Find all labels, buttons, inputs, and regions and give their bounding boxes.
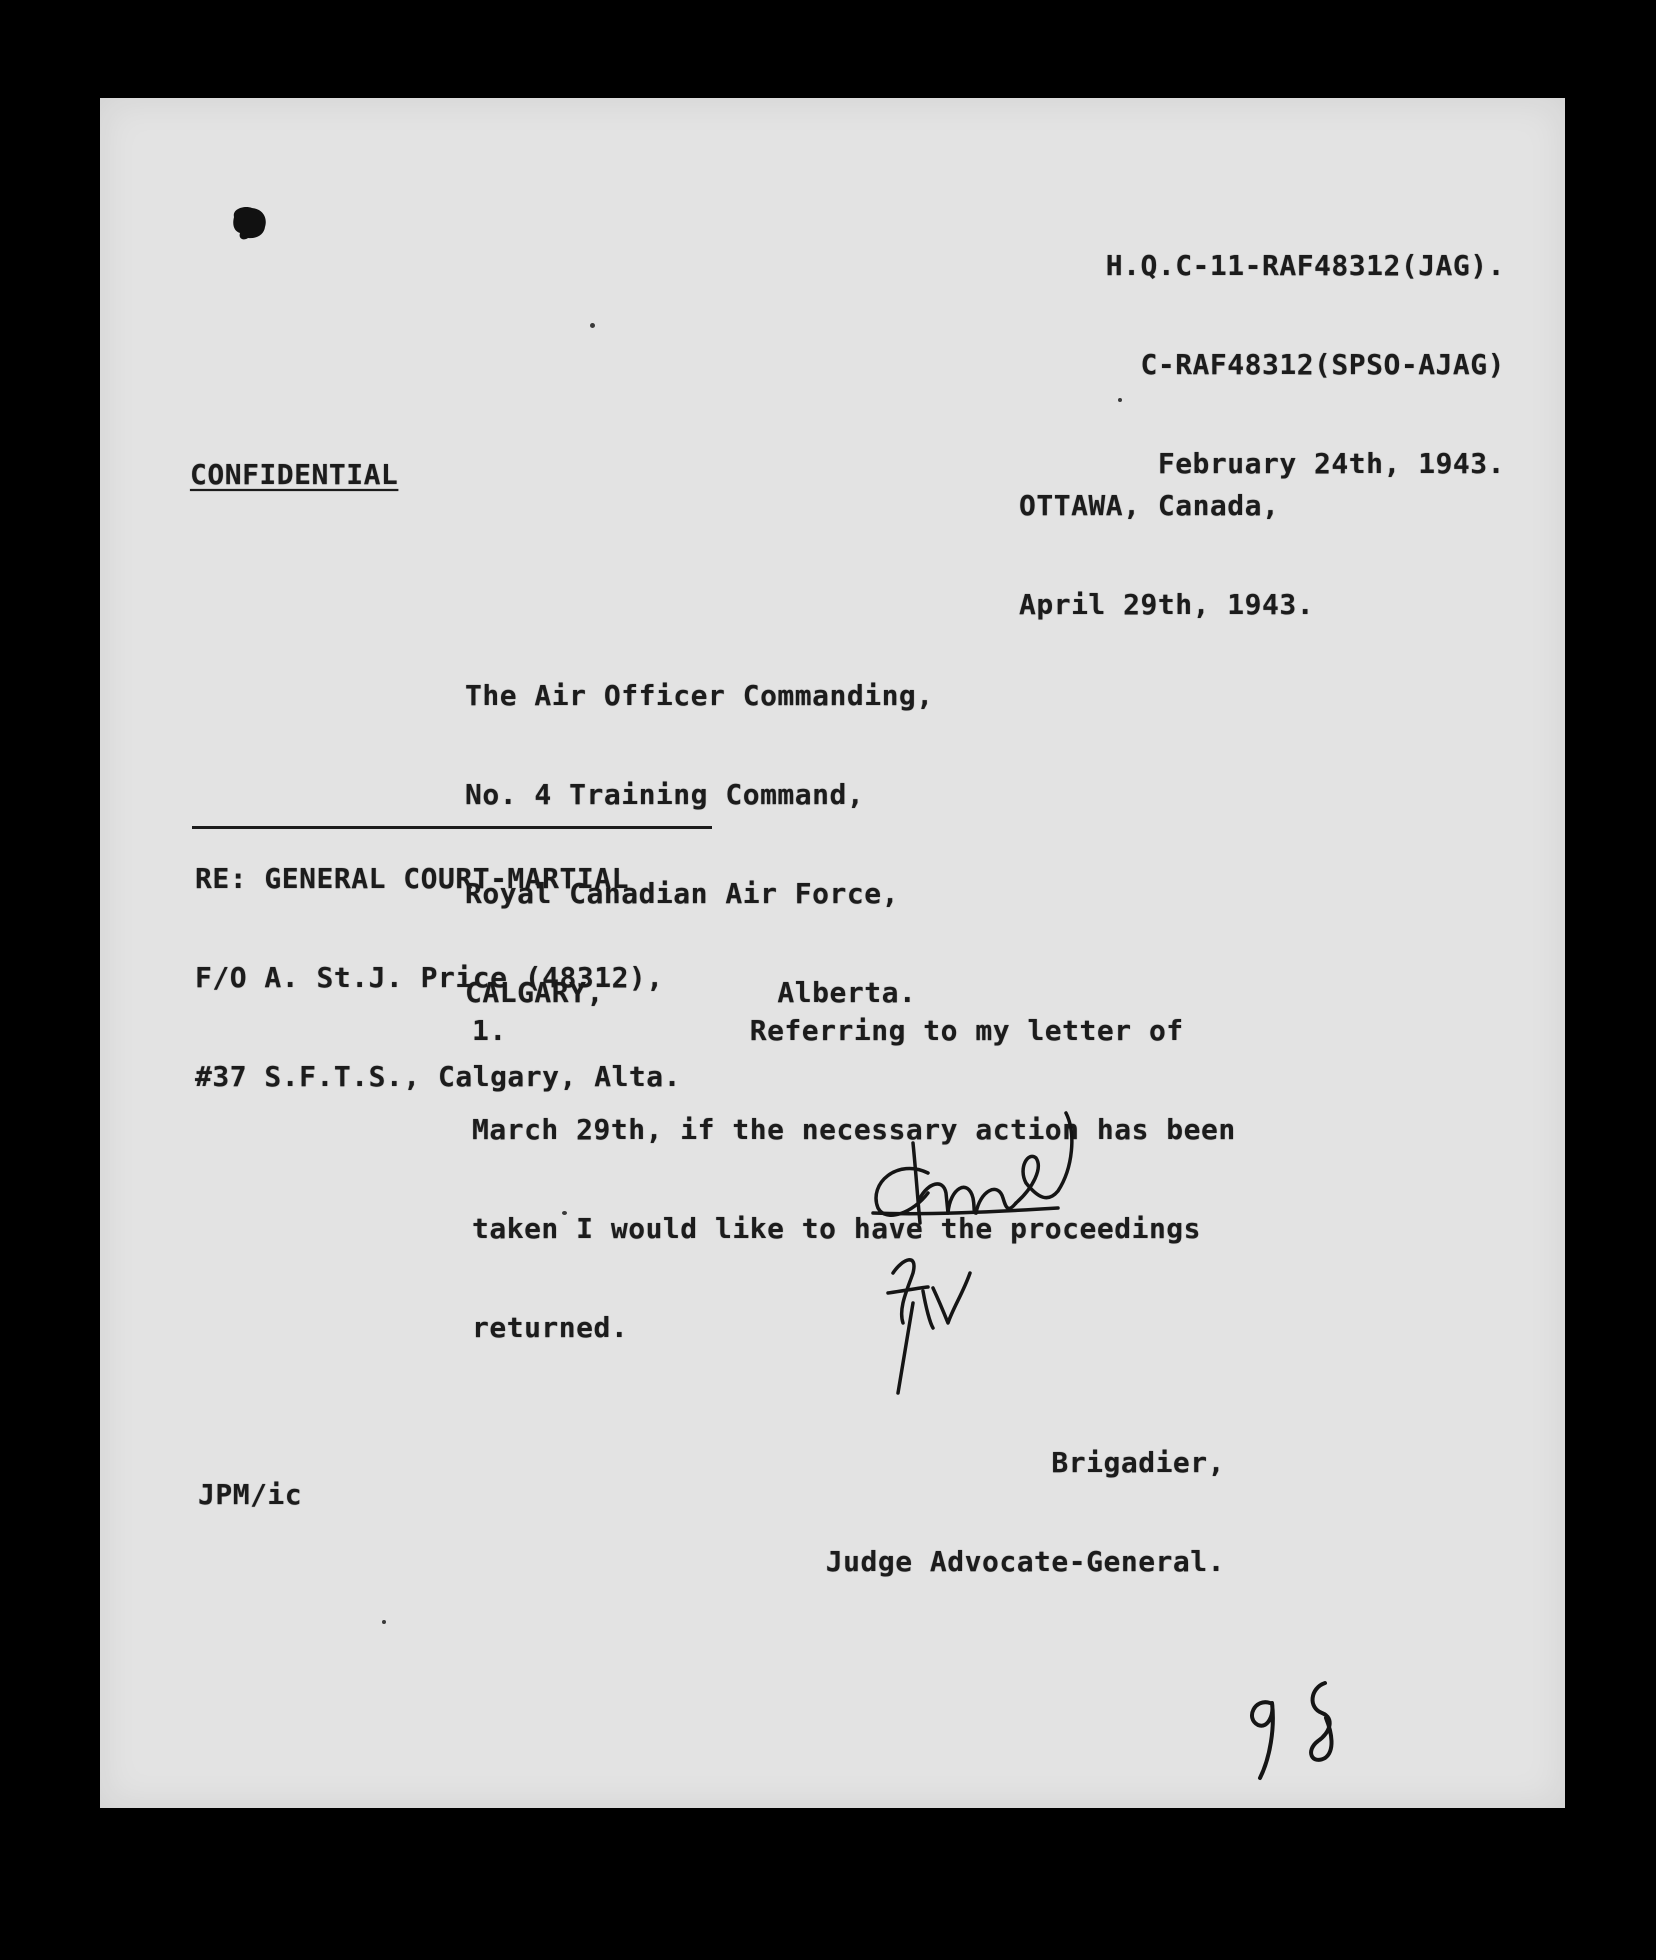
addressee-line: Royal Canadian Air Force,	[465, 877, 899, 910]
place-date	[1019, 423, 1314, 687]
body-line: taken I would like to have the proceedings	[472, 1212, 1202, 1245]
classification-marking: CONFIDENTIAL	[190, 458, 399, 491]
file-reference-line: C-RAF48312(SPSO-AJAG)	[1140, 348, 1505, 381]
speck	[590, 323, 595, 328]
subject-line: F/O A. St.J. Price (48312),	[195, 961, 664, 994]
letter-sheet	[100, 98, 1565, 1808]
body-line: March 29th, if the necessary action has been	[472, 1113, 1236, 1146]
date-line: April 29th, 1943.	[1019, 588, 1315, 621]
file-reference-line: February 24th, 1943.	[1157, 447, 1505, 480]
place-line: OTTAWA, Canada,	[1019, 489, 1280, 522]
addressee-line: CALGARY, Alberta.	[465, 976, 917, 1009]
ink-blot	[228, 205, 270, 243]
signoff-rank: Brigadier,	[1051, 1446, 1225, 1479]
subject-heading: RE: GENERAL COURT-MARTIAL	[195, 862, 629, 895]
body-line: returned.	[472, 1311, 629, 1344]
handwritten-signature	[858, 1073, 1118, 1403]
typist-initials: JPM/ic	[198, 1478, 303, 1511]
body-line: 1. Referring to my letter of	[472, 1014, 1184, 1047]
subject-line: #37 S.F.T.S., Calgary, Alta.	[195, 1060, 682, 1093]
signoff-block	[100, 1380, 1225, 1644]
signoff-title: Judge Advocate-General.	[825, 1545, 1225, 1578]
body-paragraph	[472, 948, 1236, 1410]
file-reference-line: H.Q.C-11-RAF48312(JAG).	[1105, 249, 1505, 282]
subject-underline	[192, 826, 712, 829]
addressee-line: No. 4 Training Command,	[465, 778, 865, 811]
addressee-line: The Air Officer Commanding,	[465, 679, 934, 712]
handwritten-page-number	[1230, 1673, 1360, 1783]
